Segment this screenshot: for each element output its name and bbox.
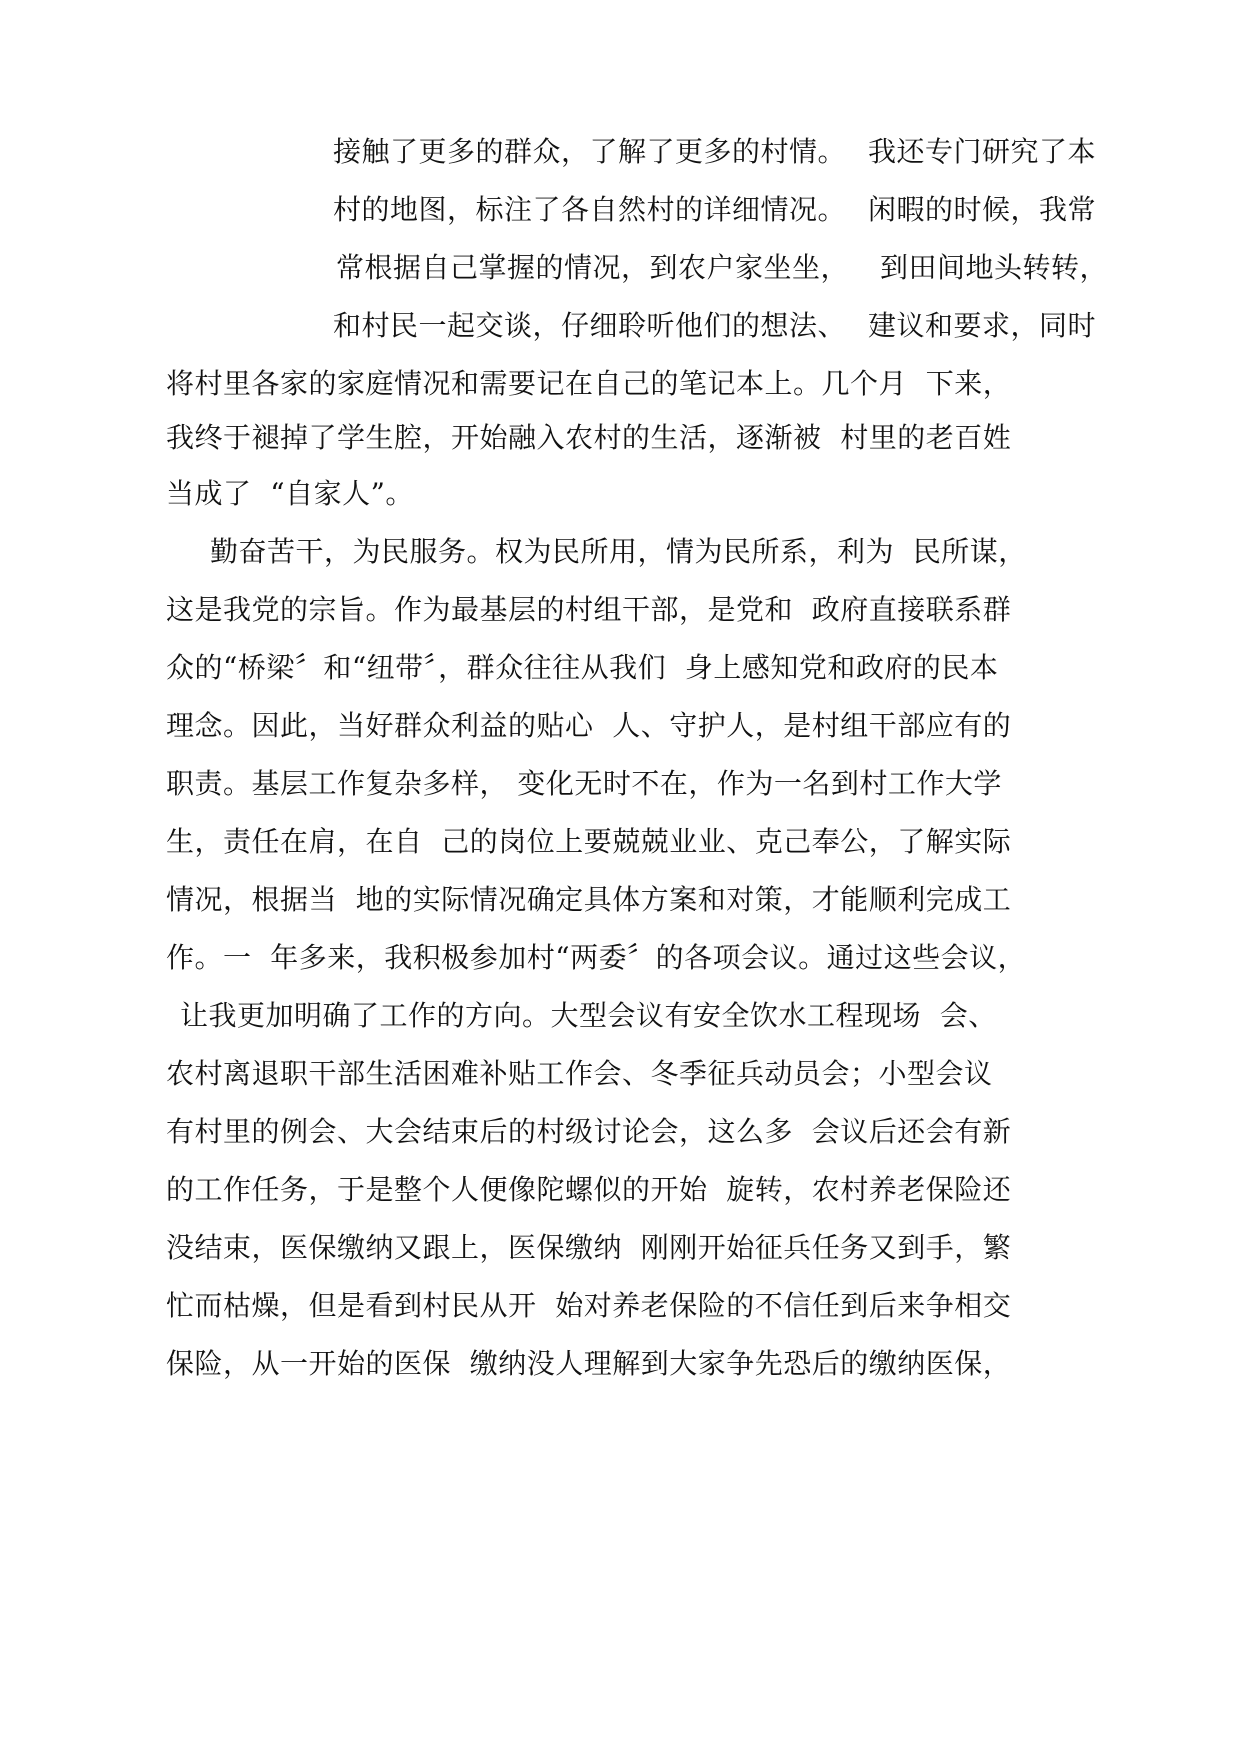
text-line: 当成了 “自家人”。 bbox=[166, 477, 414, 510]
text-segment: 到田间地头转转， bbox=[880, 251, 1109, 284]
text-line: 理念。因此，当好群众利益的贴心 人、守护人，是村组干部应有的 bbox=[166, 709, 1012, 742]
text-line: 这是我党的宗旨。作为最基层的村组干部，是党和 政府直接联系群 bbox=[166, 593, 1012, 626]
text-line bbox=[0, 132, 1240, 172]
text-line: 没结束，医保缴纳又跟上，医保缴纳 刚刚开始征兵任务又到手，繁 bbox=[166, 1231, 1012, 1264]
text-segment: 村的地图，标注了各自然村的详细情况。 bbox=[333, 193, 847, 226]
text-line: 让我更加明确了工作的方向。大型会议有安全饮水工程现场 会、 bbox=[180, 999, 997, 1032]
text-segment: 常根据自己掌握的情况，到农户家坐坐， bbox=[336, 251, 850, 284]
text-segment: 接触了更多的群众，了解了更多的村情。 bbox=[333, 135, 847, 168]
text-segment: 闲暇的时候，我常 bbox=[868, 193, 1097, 226]
text-line: 的工作任务，于是整个人便像陀螺似的开始 旋转，农村养老保险还 bbox=[166, 1173, 1012, 1206]
text-line: 生，责任在肩，在自 己的岗位上要兢兢业业、克己奉公，了解实际 bbox=[166, 825, 1012, 858]
text-line: 农村离退职干部生活困难补贴工作会、冬季征兵动员会；小型会议 bbox=[166, 1057, 993, 1090]
text-segment: 建议和要求，同时 bbox=[868, 309, 1097, 342]
text-line: 有村里的例会、大会结束后的村级讨论会，这么多 会议后还会有新 bbox=[166, 1115, 1012, 1148]
text-line bbox=[0, 248, 1240, 288]
text-line: 将村里各家的家庭情况和需要记在自己的笔记本上。几个月 下来， bbox=[166, 367, 1012, 400]
text-line: 职责。基层工作复杂多样， 变化无时不在，作为一名到村工作大学 bbox=[166, 767, 1002, 800]
text-line: 勤奋苦干，为民服务。权为民所用，情为民所系，利为 民所谋， bbox=[210, 535, 1027, 568]
text-line bbox=[0, 190, 1240, 230]
text-line: 我终于褪掉了学生腔，开始融入农村的生活，逐渐被 村里的老百姓 bbox=[166, 421, 1012, 454]
text-line: 情况，根据当 地的实际情况确定具体方案和对策，才能顺利完成工 bbox=[166, 883, 1012, 916]
text-line: 众的“桥梁〞和“纽带〞，群众往往从我们 身上感知党和政府的民本 bbox=[166, 651, 999, 684]
text-line: 保险，从一开始的医保 缴纳没人理解到大家争先恐后的缴纳医保， bbox=[166, 1347, 1012, 1380]
text-segment: 和村民一起交谈，仔细聆听他们的想法、 bbox=[333, 309, 847, 342]
text-line: 作。一 年多来，我积极参加村“两委〞的各项会议。通过这些会议， bbox=[166, 941, 1027, 974]
text-line: 忙而枯燥，但是看到村民从开 始对养老保险的不信任到后来争相交 bbox=[166, 1289, 1012, 1322]
text-line bbox=[0, 306, 1240, 346]
text-segment: 我还专门研究了本 bbox=[868, 135, 1097, 168]
